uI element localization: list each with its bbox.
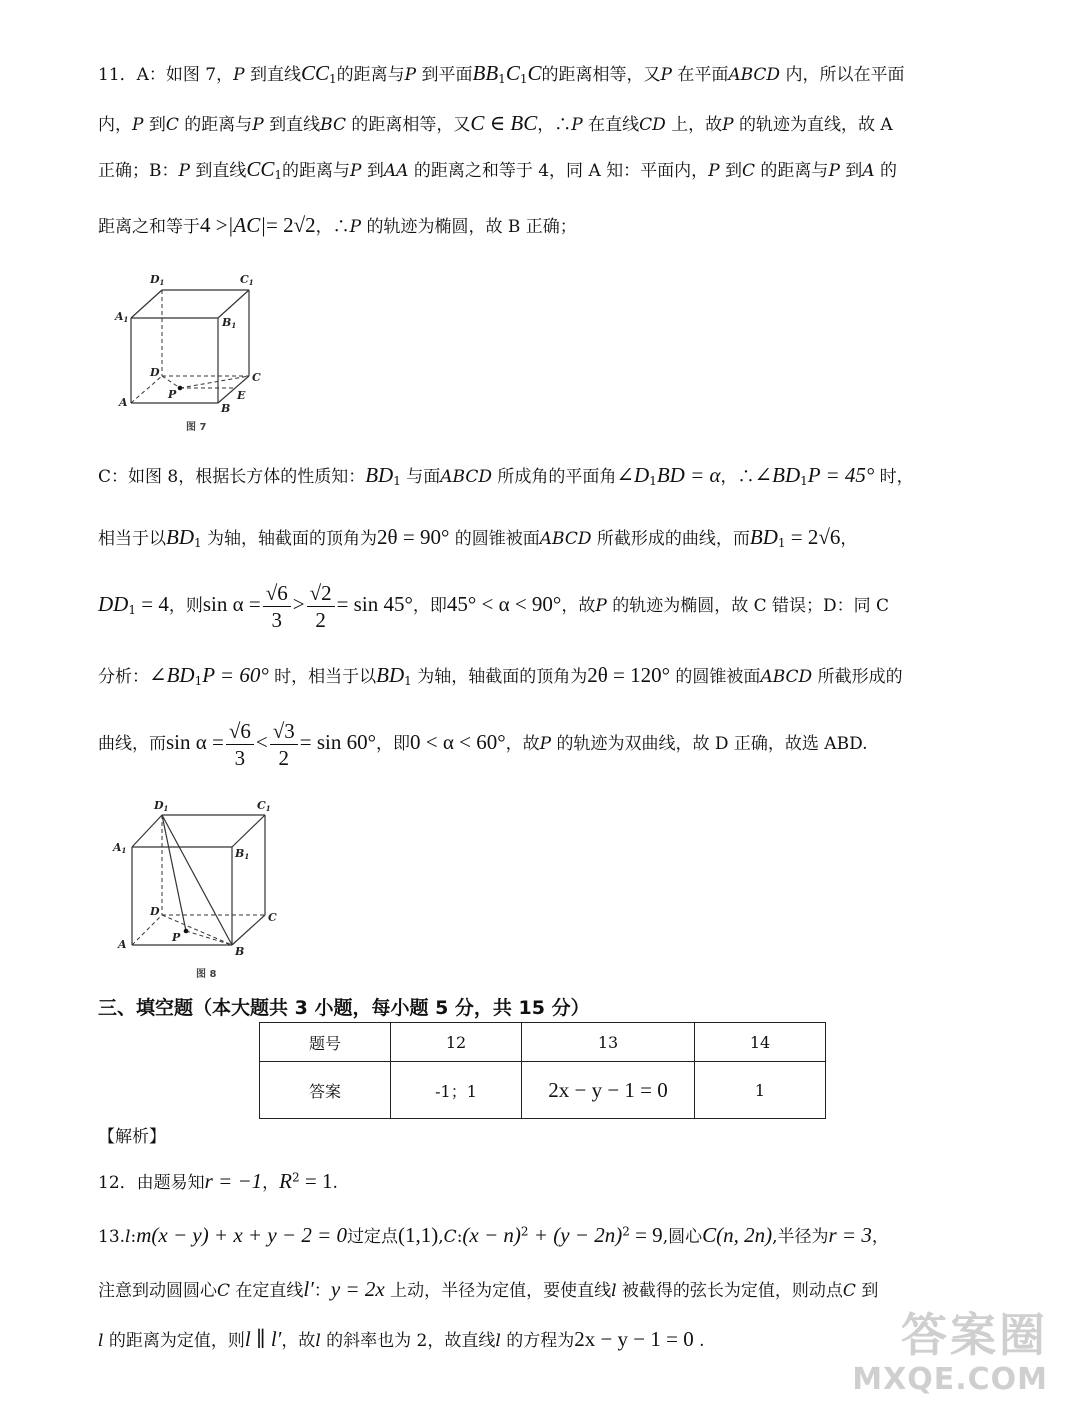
math: BD = α: [656, 463, 721, 487]
text: 到直线: [263, 115, 321, 135]
table-cell: 1: [695, 1062, 826, 1119]
math: = 9: [629, 1223, 663, 1247]
problem-12-text: [98, 1168, 984, 1198]
sup: 2: [520, 1224, 529, 1239]
label-D: D: [150, 905, 160, 918]
var: P: [233, 65, 245, 85]
point-p: [184, 929, 189, 934]
math: r = 3: [828, 1223, 872, 1247]
label-E: E: [237, 389, 246, 402]
var: AA: [383, 161, 409, 181]
math: = sin 60°: [299, 730, 377, 754]
math: >: [292, 592, 305, 616]
text: 的轨迹为椭圆，故 C 错误；D：同 C: [606, 596, 890, 616]
text: :: [130, 1227, 137, 1247]
text: 时，相当于以: [268, 667, 377, 687]
table-row: [260, 1062, 826, 1119]
var: C: [443, 1227, 457, 1247]
math: ∠D: [616, 463, 650, 487]
table-cell: 2x − y − 1 = 0: [522, 1062, 695, 1119]
text: 到: [143, 115, 166, 135]
label-B1: B1: [222, 316, 237, 330]
var: ABCD: [539, 529, 592, 549]
math: 45° < α < 90°: [446, 592, 562, 616]
text: 所成角的平面角: [492, 467, 617, 487]
var: C: [742, 161, 756, 181]
math: = 2√2: [265, 213, 316, 237]
pC-line5: [98, 718, 868, 771]
math: CC: [246, 157, 275, 181]
var: C: [165, 115, 179, 135]
denominator: 2: [315, 608, 326, 632]
p11-line4: [98, 212, 577, 238]
text: 所截形成的: [812, 667, 903, 687]
math: 2x − y − 1 = 0: [574, 1327, 694, 1351]
label-C1: C1: [257, 799, 271, 813]
sub: 1: [393, 474, 401, 488]
math: DD: [98, 592, 129, 616]
var: P: [132, 115, 144, 135]
math: 0 < α < 60°: [410, 730, 506, 754]
var: A: [862, 161, 875, 181]
text: 的斜率也为 2，故直线: [320, 1331, 496, 1351]
table-cell: 答案: [260, 1062, 391, 1119]
sub: 1: [329, 72, 337, 86]
table-cell: 题号: [260, 1023, 391, 1062]
fraction: [263, 580, 291, 633]
math: BD: [749, 525, 778, 549]
text: ，即: [376, 734, 411, 754]
text: 的圆锥被面: [449, 529, 540, 549]
math: |AC|: [227, 213, 266, 237]
sub: 1: [519, 72, 528, 86]
math: <: [255, 730, 268, 754]
math: 4 >: [200, 213, 228, 237]
sub: 1: [404, 674, 412, 688]
sub: 1: [274, 168, 283, 182]
text: ，故: [281, 1331, 316, 1351]
math: = 4: [135, 592, 169, 616]
sub: 1: [498, 72, 506, 86]
label-B: B: [221, 402, 231, 415]
math: 2θ = 90°: [377, 525, 450, 549]
p13-line1: [98, 1222, 889, 1248]
numerator: √2: [307, 580, 335, 607]
fraction: [226, 718, 254, 771]
var: P: [571, 115, 583, 135]
label-C1: C1: [240, 273, 254, 287]
var: ABCD: [760, 667, 813, 687]
math: ∠BD: [149, 663, 195, 687]
math: l ∥ l′: [244, 1327, 282, 1351]
math: P = 60°: [202, 663, 269, 687]
text: 到平面: [416, 65, 473, 85]
text: 曲线，而: [98, 734, 166, 754]
fraction: [307, 580, 335, 633]
text: ，∴: [537, 115, 572, 135]
table-header-row: [260, 1023, 826, 1062]
math: (x − n): [462, 1223, 521, 1247]
text: .: [693, 1331, 705, 1351]
math: 2θ = 120°: [587, 663, 671, 687]
label-B: B: [235, 945, 245, 958]
sup: 2: [622, 1224, 630, 1239]
label-C: C: [268, 911, 277, 924]
var: l: [495, 1331, 501, 1351]
figure-8-caption: 图 8: [196, 969, 217, 980]
text: ,半径为: [772, 1227, 829, 1247]
text: ，: [262, 1173, 280, 1193]
p12-line: [98, 1168, 338, 1194]
text: 在平面: [671, 65, 729, 85]
var: P: [595, 596, 607, 616]
cuboid-diagram-8: [110, 795, 285, 985]
text: ，故: [505, 734, 540, 754]
var: C: [217, 1281, 231, 1301]
text: 到直线: [189, 161, 247, 181]
var: l: [611, 1281, 617, 1301]
problem-11-text: [98, 60, 984, 250]
text: 的距离之和等于 4，同 A 知：平面内，: [408, 161, 709, 181]
var: l: [315, 1331, 321, 1351]
math: + (y − 2n): [528, 1223, 623, 1247]
math: BD: [365, 463, 394, 487]
problem-11-part-c: [98, 462, 984, 782]
text: ，故: [561, 596, 596, 616]
label-B1: B1: [235, 847, 250, 861]
table-cell: 14: [695, 1023, 826, 1062]
label-D1: D1: [154, 799, 169, 813]
math: = 2√6: [785, 525, 841, 549]
table-cell: -1；1: [391, 1062, 522, 1119]
pC-line2: [98, 524, 857, 550]
var: P: [828, 161, 840, 181]
text: 的方程为: [500, 1331, 575, 1351]
text: ，: [840, 529, 858, 549]
denominator: 3: [271, 608, 282, 632]
label-P: P: [168, 388, 177, 401]
var: C: [842, 1281, 856, 1301]
answer-table: [259, 1022, 826, 1119]
text: 的轨迹为直线，故 A: [733, 115, 893, 135]
math: CC: [301, 61, 330, 85]
var: l: [125, 1227, 131, 1247]
watermark-url: MXQE.COM: [852, 1362, 1048, 1397]
math: (1,1): [398, 1223, 439, 1247]
var: CD: [639, 115, 666, 135]
text: 的距离与: [336, 65, 405, 85]
var: l: [98, 1331, 104, 1351]
text: 的距离为定值，则: [103, 1331, 245, 1351]
var: P: [350, 161, 362, 181]
math: sin α =: [202, 592, 261, 616]
watermark-logo-text: 答案圈: [901, 1308, 1048, 1362]
var: P: [178, 161, 190, 181]
text: 到: [719, 161, 743, 181]
text: 内，所以在平面: [780, 65, 905, 85]
text: ，即: [412, 596, 447, 616]
text: 与面: [400, 467, 441, 487]
math: C: [505, 61, 520, 85]
denominator: 3: [234, 746, 246, 770]
text: 过定点: [347, 1227, 399, 1247]
p13-line2: [98, 1276, 878, 1302]
label-D: D: [150, 366, 160, 379]
math: C: [527, 61, 542, 85]
text: ,: [438, 1227, 444, 1247]
pC-line1: [98, 462, 914, 488]
numerator: √6: [226, 718, 254, 745]
var: P: [539, 734, 552, 754]
text: 内，: [98, 115, 132, 135]
var: P: [404, 65, 417, 85]
pC-line4: [98, 662, 903, 688]
math: BD: [376, 663, 405, 687]
math: sin α =: [166, 730, 224, 754]
p11-line1: [98, 60, 904, 86]
text: 时，: [874, 467, 914, 487]
figure-7-caption: 图 7: [186, 422, 207, 433]
text: 的距离与: [178, 115, 253, 135]
math: BB: [472, 61, 499, 85]
var: P: [708, 161, 720, 181]
math: m(x − y) + x + y − 2 = 0: [136, 1223, 348, 1247]
numerator: √6: [263, 580, 291, 607]
text: 正确；B：: [98, 161, 179, 181]
text: C：如图 8，根据长方体的性质知：: [98, 467, 366, 487]
section-3-title: 三、填空题（本大题共 3 小题，每小题 5 分，共 15 分）: [98, 997, 590, 1019]
table-cell: 12: [391, 1023, 522, 1062]
text: 的距离相等，又: [541, 65, 661, 85]
text: 到直线: [244, 65, 301, 85]
text: 13.: [98, 1227, 126, 1247]
sub: 1: [800, 474, 808, 488]
var: P: [660, 65, 672, 85]
math: R: [279, 1169, 292, 1193]
text: ,圆心: [662, 1227, 703, 1247]
label-A: A: [119, 396, 128, 409]
analysis-label: 【解析】: [98, 1127, 166, 1147]
math: = 1: [299, 1169, 333, 1193]
math: l′: [303, 1277, 314, 1301]
text: 到: [361, 161, 384, 181]
text: 为轴，轴截面的顶角为: [411, 667, 588, 687]
label-A1: A1: [113, 841, 127, 855]
label-C: C: [252, 371, 261, 384]
label-A: A: [118, 938, 127, 951]
math: P = 45°: [807, 463, 875, 487]
math: C ∈ BC: [470, 111, 538, 135]
text: 11．A：如图 7，: [98, 65, 234, 85]
numerator: √3: [270, 718, 298, 745]
math: BD: [166, 525, 194, 549]
text: 的距离相等，又: [345, 115, 471, 135]
text: :: [456, 1227, 463, 1247]
text: 的圆锥被面: [670, 667, 761, 687]
point-p: [178, 386, 183, 391]
math: = sin 45°: [336, 592, 413, 616]
text: ，∴: [315, 217, 350, 237]
var: BC: [320, 115, 346, 135]
text: ：: [313, 1281, 331, 1301]
p13-line3: [98, 1326, 705, 1352]
watermark: [852, 1303, 1070, 1403]
text: 相当于以: [98, 529, 166, 549]
math: y = 2x: [330, 1277, 385, 1301]
sub: 1: [777, 536, 786, 550]
p11-line2: [98, 110, 893, 136]
text: 的轨迹为椭圆，故 B 正确；: [361, 217, 577, 237]
fraction: [270, 718, 298, 771]
text: 所截形成的曲线，而: [591, 529, 750, 549]
sub: 1: [649, 474, 657, 488]
var: P: [349, 217, 362, 237]
text: ，∴: [720, 467, 755, 487]
var: P: [252, 115, 264, 135]
text: 12．由题易知: [98, 1173, 205, 1193]
sub: 1: [194, 536, 202, 550]
text: 的距离与: [282, 161, 351, 181]
denominator: 2: [278, 746, 289, 770]
table-cell: 13: [522, 1023, 695, 1062]
text: 在直线: [582, 115, 640, 135]
text: ，: [871, 1227, 889, 1247]
math: ∠BD: [754, 463, 801, 487]
problem-13-text: [98, 1222, 984, 1362]
text: 到: [839, 161, 863, 181]
var: ABCD: [728, 65, 781, 85]
p11-line3: [98, 156, 897, 182]
text: 注意到动圆圆心: [98, 1281, 217, 1301]
cuboid-diagram-7: [110, 268, 270, 438]
sub: 1: [194, 674, 203, 688]
text: .: [332, 1173, 338, 1193]
text: 到: [855, 1281, 879, 1301]
text: 在定直线: [230, 1281, 304, 1301]
text: 的距离与: [755, 161, 829, 181]
text: 为轴，轴截面的顶角为: [201, 529, 378, 549]
text: 距离之和等于: [98, 217, 200, 237]
pC-line3: [98, 580, 889, 633]
text: 的: [874, 161, 897, 181]
var: P: [722, 115, 734, 135]
label-D1: D1: [150, 273, 165, 287]
sub: 1: [128, 603, 136, 617]
text: 分析：: [98, 667, 149, 687]
text: 的轨迹为双曲线，故 D 正确，故选 ABD.: [551, 734, 868, 754]
text: 上动，半径为定值，要使直线: [384, 1281, 612, 1301]
math: r = −1: [204, 1169, 263, 1193]
label-P: P: [172, 931, 181, 944]
text: 上，故: [665, 115, 723, 135]
math: C(n, 2n): [702, 1223, 773, 1247]
figure-8: [110, 795, 285, 985]
label-A1: A1: [115, 310, 129, 324]
sup: 2: [291, 1170, 300, 1185]
text: 被截得的弦长为定值，则动点: [616, 1281, 843, 1301]
var: ABCD: [440, 467, 493, 487]
text: ，则: [168, 596, 203, 616]
figure-7: [110, 268, 270, 438]
